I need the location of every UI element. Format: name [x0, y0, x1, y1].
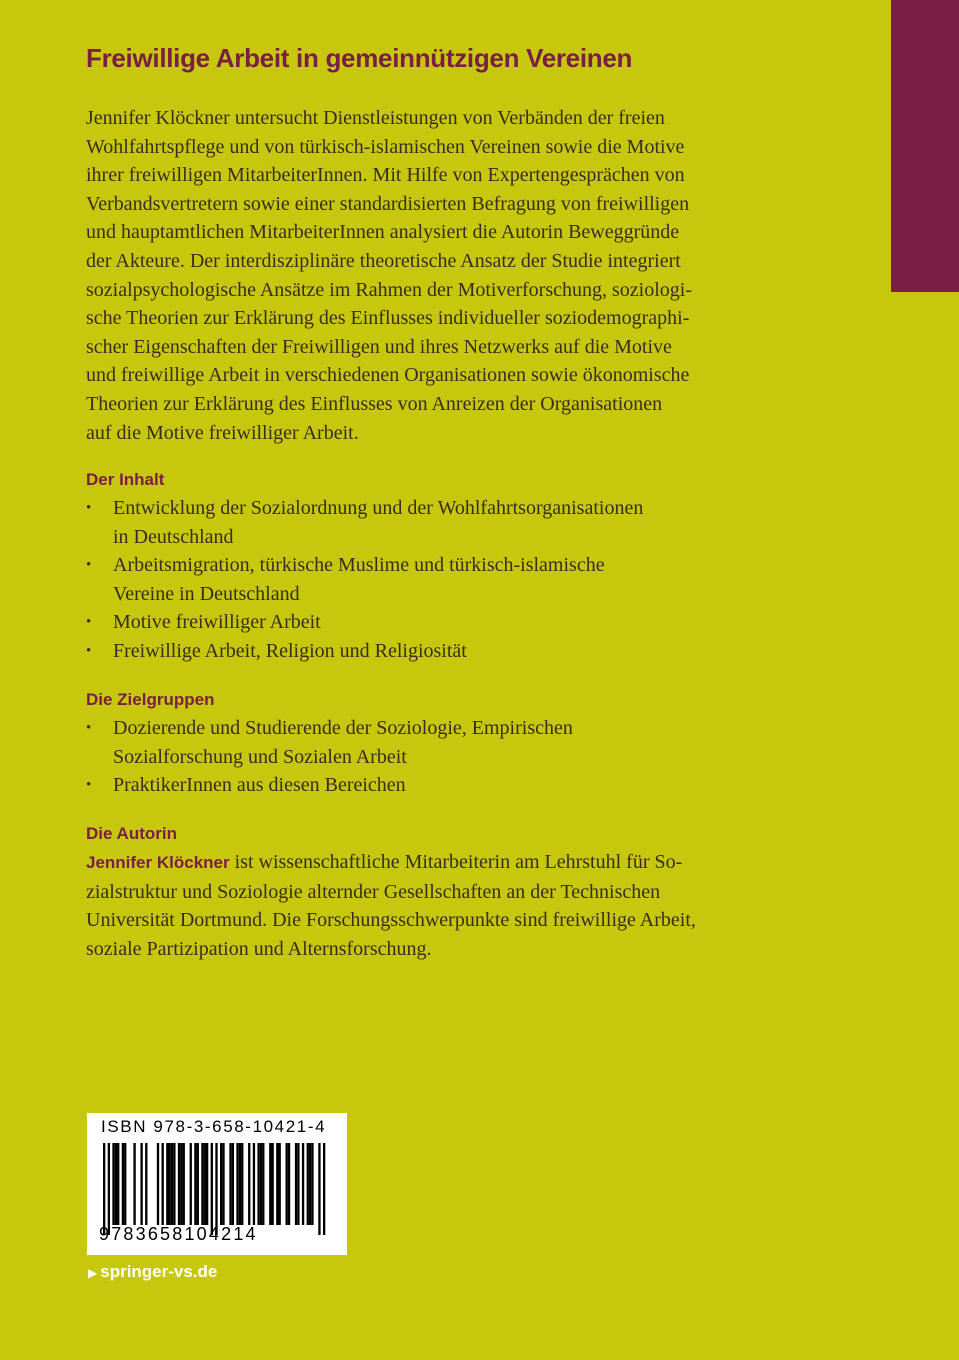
barcode-bar [222, 1143, 224, 1225]
author-heading: Die Autorin [86, 824, 177, 843]
author-line: zialstruktur und Soziologie alternder Gesellschaften an der Technischen [86, 880, 661, 903]
decorative-side-band [891, 0, 959, 292]
barcode-bar [288, 1143, 290, 1225]
barcode-bar [211, 1143, 213, 1235]
arrow-right-icon: ▶ [88, 1266, 98, 1280]
isbn-label: ISBN 978-3-658-10421-4 [101, 1117, 327, 1136]
barcode-bar [194, 1143, 196, 1225]
intro-line: Verbandsvertretern sowie einer standardisierten Befragung von freiwilligen [86, 192, 690, 215]
list-item: • Dozierende und Studierende der Soziologie, Empirischen Sozialforschung und Sozialen Arbeit [86, 714, 786, 771]
barcode-bar [239, 1143, 241, 1225]
intro-line: auf die Motive freiwilliger Arbeit. [86, 421, 359, 444]
barcode-bar [197, 1143, 199, 1225]
barcode-bar [323, 1143, 325, 1235]
barcode-bar [190, 1143, 192, 1225]
intro-line: Wohlfahrtspflege und von türkisch-islamischen Vereinen sowie die Motive [86, 135, 685, 158]
intro-line: der Akteure. Der interdisziplinäre theoretische Ansatz der Studie integriert [86, 249, 681, 272]
bullet-icon: • [86, 777, 92, 794]
barcode-bar [279, 1143, 281, 1225]
barcode-bar [241, 1143, 243, 1225]
barcode-bar [236, 1143, 238, 1225]
list-item: • Freiwillige Arbeit, Religion und Religiosität [86, 637, 786, 666]
barcode-bar [257, 1143, 259, 1225]
barcode-bar [309, 1143, 311, 1225]
author-line: ist wissenschaftliche Mitarbeiterin am Lehrstuhl für So- [229, 851, 683, 873]
barcode-bar [140, 1143, 142, 1225]
author-name: Jennifer Klöckner [86, 853, 230, 872]
barcode-bar [115, 1143, 117, 1225]
contents-list [86, 494, 786, 666]
barcode-bar [157, 1143, 159, 1225]
barcode-bar [215, 1143, 217, 1235]
barcode-bar [262, 1143, 264, 1225]
intro-line: sozialpsychologische Ansätze im Rahmen der Motiverforschung, soziologi- [86, 278, 692, 301]
intro-line: scher Eigenschaften der Freiwilligen und ihres Netzwerks auf die Motive [86, 335, 672, 358]
list-item: • Arbeitsmigration, türkische Muslime und türkisch-islamische Vereine in Deutschland [86, 551, 786, 608]
barcode-bar [307, 1143, 309, 1225]
bullet-icon: • [86, 642, 92, 659]
barcode-bar [269, 1143, 271, 1225]
book-title: Freiwillige Arbeit in gemeinnützigen Vereinen [86, 43, 633, 73]
audience-heading: Die Zielgruppen [86, 690, 215, 709]
barcode-bar [169, 1143, 171, 1225]
barcode-bar [248, 1143, 250, 1225]
barcode-bar [220, 1143, 222, 1225]
barcode-bar [232, 1143, 234, 1225]
intro-line: sche Theorien zur Erklärung des Einflusses individueller soziodemographi- [86, 307, 690, 330]
barcode-bar [178, 1143, 180, 1225]
author-line: Universität Dortmund. Die Forschungsschwerpunkte sind freiwillige Arbeit, [86, 909, 696, 932]
barcode-bar [286, 1143, 288, 1225]
bullet-icon: • [86, 557, 92, 574]
audience-list [86, 714, 786, 800]
barcode-bar [311, 1143, 313, 1225]
list-item: • Motive freiwilliger Arbeit [86, 608, 786, 637]
intro-line: Theorien zur Erklärung des Einflusses von Anreizen der Organisationen [86, 392, 663, 415]
barcode-bar [253, 1143, 255, 1225]
barcode-bar [117, 1143, 119, 1225]
bullet-icon: • [86, 720, 92, 736]
barcode-bar [302, 1143, 304, 1225]
barcode-bar [276, 1143, 278, 1225]
barcode-bar [124, 1143, 126, 1225]
intro-line: und hauptamtlichen MitarbeiterInnen analysiert die Autorin Beweggründe [86, 221, 680, 244]
barcode-bar [145, 1143, 147, 1225]
author-line: soziale Partizipation und Alternsforschung. [86, 937, 432, 960]
barcode-bar [112, 1143, 114, 1225]
ean-number: 9783658104214 [99, 1224, 258, 1244]
barcode-bar [229, 1143, 231, 1225]
list-item: • PraktikerInnen aus diesen Bereichen [86, 771, 786, 800]
list-item: • Entwicklung der Sozialordnung und der Wohlfahrtsorganisationen in Deutschland [86, 494, 786, 551]
barcode-bar [180, 1143, 182, 1225]
bullet-icon: • [86, 500, 92, 516]
barcode-bar [133, 1143, 135, 1225]
barcode-bar [295, 1143, 297, 1225]
barcode-bar [201, 1143, 203, 1225]
isbn-barcode [87, 1113, 347, 1255]
barcode-bar [183, 1143, 185, 1225]
author-bio [86, 848, 798, 963]
barcode-bar [108, 1143, 110, 1235]
barcode-bar [171, 1143, 173, 1225]
barcode-bar [122, 1143, 124, 1225]
barcode-bar [166, 1143, 168, 1225]
barcode-bar [206, 1143, 208, 1225]
barcode-bar [297, 1143, 299, 1225]
intro-line: Jennifer Klöckner untersucht Dienstleistungen von Verbänden der freien [86, 107, 665, 129]
contents-heading: Der Inhalt [86, 470, 165, 489]
barcode-bar [318, 1143, 320, 1235]
barcode-bar [162, 1143, 164, 1225]
barcode-bar [260, 1143, 262, 1225]
intro-paragraph [86, 104, 798, 447]
barcode-bar [103, 1143, 105, 1235]
barcode-bar [173, 1143, 175, 1225]
bullet-icon: • [86, 614, 92, 631]
barcode-bar [271, 1143, 273, 1225]
intro-line: ihrer freiwilligen MitarbeiterInnen. Mit Hilfe von Expertengesprächen von [86, 164, 685, 187]
intro-line: und freiwillige Arbeit in verschiedenen Organisationen sowie ökonomische [86, 364, 690, 387]
barcode-bar [204, 1143, 206, 1225]
publisher-website[interactable]: ▶ springer-vs.de [88, 1262, 218, 1281]
